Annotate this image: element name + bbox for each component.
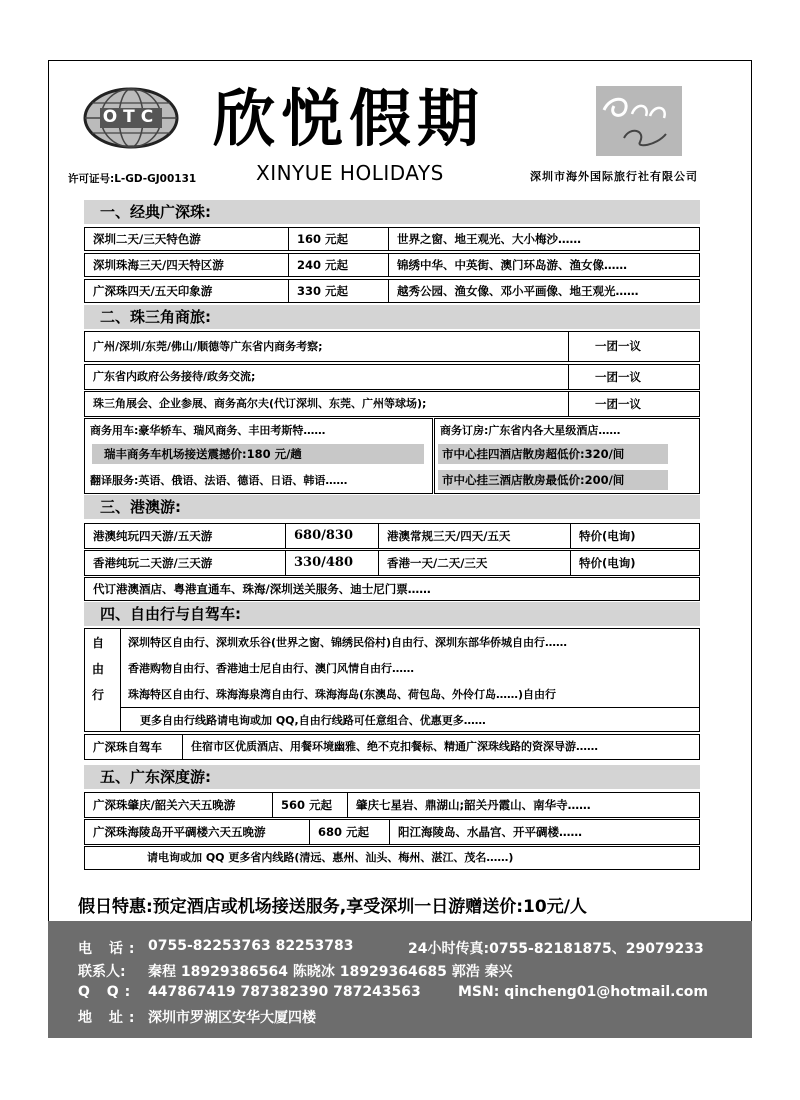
business-car-promo: 瑞丰商务车机场接送震撼价:180 元/趟 bbox=[92, 444, 424, 464]
phone-numbers[interactable]: 0755-82253763 82253783 bbox=[148, 938, 354, 954]
free-travel-line-1: 深圳特区自由行、深圳欢乐谷(世界之窗、锦绣民俗村)自由行、深圳东部华侨城自由行…… bbox=[128, 636, 568, 649]
sec1-row2-price: 240 元起 bbox=[288, 253, 389, 277]
fax-numbers[interactable]: 24小时传真:0755-82181875、29079233 bbox=[408, 941, 704, 957]
company-name: 深圳市海外国际旅行社有限公司 bbox=[530, 170, 698, 183]
sec5-row2-name: 广深珠海陵岛开平碉楼六天五晚游 bbox=[84, 819, 310, 845]
self-drive-text: 住宿市区优质酒店、用餐环境幽雅、绝不克扣餐标、精通广深珠线路的资深导游…… bbox=[182, 734, 700, 760]
msn-address[interactable]: MSN: qincheng01@hotmail.com bbox=[458, 984, 708, 1000]
sec5-row1-price: 560 元起 bbox=[272, 792, 348, 818]
sec5-more: 请电询或加 QQ 更多省内线路(清远、惠州、汕头、梅州、湛江、茂名……) bbox=[84, 846, 700, 870]
sec1-row1-price: 160 元起 bbox=[288, 227, 389, 251]
sec3-extra: 代订港澳酒店、粤港直通车、珠海/深圳送关服务、迪士尼门票…… bbox=[84, 577, 700, 601]
otc-logo-text: OTC bbox=[102, 107, 160, 127]
business-car-text: 商务用车:豪华轿车、瑞风商务、丰田考斯特…… bbox=[90, 424, 326, 437]
sec2-row2-text: 广东省内政府公务接待/政务交流; bbox=[84, 364, 569, 390]
sec3-row2-name: 香港纯玩二天游/三天游 bbox=[84, 550, 286, 576]
free-travel-label-3: 行 bbox=[92, 688, 105, 702]
section-4-title: 四、自由行与自驾车: bbox=[100, 605, 241, 623]
sec3-row1-name: 港澳纯玩四天游/五天游 bbox=[84, 523, 286, 549]
sec1-row1-desc: 世界之窗、地王观光、大小梅沙…… bbox=[388, 227, 700, 251]
free-travel-label-2: 由 bbox=[92, 662, 105, 676]
address: 深圳市罗湖区安华大厦四楼 bbox=[148, 1010, 316, 1026]
sec3-row1-price2: 特价(电询) bbox=[570, 523, 700, 549]
sec2-row3-text: 珠三角展会、企业参展、商务高尔夫(代订深圳、东莞、广州等球场); bbox=[84, 391, 569, 417]
sec1-row2-desc: 锦绣中华、中英街、澳门环岛游、渔女像…… bbox=[388, 253, 700, 277]
section-4-header bbox=[84, 602, 700, 626]
section-1-header bbox=[84, 200, 700, 224]
contact-people: 秦程 18929386564 陈晓冰 18929364685 郭浩 秦兴 bbox=[148, 964, 513, 980]
sec1-row3-name: 广深珠四天/五天印象游 bbox=[84, 279, 289, 303]
address-label: 地 址: bbox=[78, 1010, 141, 1026]
sec2-row1-text: 广州/深圳/东莞/佛山/顺德等广东省内商务考察; bbox=[84, 331, 569, 362]
sec1-row3-desc: 越秀公园、渔女像、邓小平画像、地王观光…… bbox=[388, 279, 700, 303]
sec3-row2-price2: 特价(电询) bbox=[570, 550, 700, 576]
free-travel-label-1: 自 bbox=[92, 636, 105, 650]
swirl-icon bbox=[596, 86, 682, 156]
title-en: XINYUE HOLIDAYS bbox=[256, 161, 444, 185]
free-travel-line-2: 香港购物自由行、香港迪士尼自由行、澳门风情自由行…… bbox=[128, 662, 414, 675]
contact-footer bbox=[48, 921, 752, 1038]
section-5-title: 五、广东深度游: bbox=[100, 768, 211, 786]
sec1-row3-price: 330 元起 bbox=[288, 279, 389, 303]
qq-numbers[interactable]: 447867419 787382390 787243563 bbox=[148, 984, 421, 1000]
sec3-row2-price: 330/480 bbox=[285, 550, 379, 576]
section-5-header bbox=[84, 765, 700, 789]
sec3-row1-name2: 港澳常规三天/四天/五天 bbox=[378, 523, 571, 549]
free-travel-line-3: 珠海特区自由行、珠海海泉湾自由行、珠海海岛(东澳岛、荷包岛、外伶仃岛……)自由行 bbox=[128, 688, 557, 701]
sec5-row2-price: 680 元起 bbox=[309, 819, 390, 845]
self-drive-label: 广深珠自驾车 bbox=[84, 734, 183, 760]
section-1-title: 一、经典广深珠: bbox=[100, 203, 211, 221]
sec2-row2-tag: 一团一议 bbox=[568, 364, 700, 390]
title-cn: 欣悦假期 bbox=[213, 82, 486, 155]
agency-logo bbox=[596, 86, 682, 156]
sec2-row1-tag: 一团一议 bbox=[568, 331, 700, 362]
otc-logo bbox=[82, 86, 180, 150]
sec1-row2-name: 深圳珠海三天/四天特区游 bbox=[84, 253, 289, 277]
section-3-header bbox=[84, 495, 700, 519]
contacts-label: 联系人: bbox=[78, 964, 126, 980]
sec1-row1-name: 深圳二天/三天特色游 bbox=[84, 227, 289, 251]
sec5-row1-name: 广深珠肇庆/韶关六天五晚游 bbox=[84, 792, 273, 818]
phone-label: 电 话: bbox=[78, 941, 141, 957]
hotel-booking-text: 商务订房:广东省内各大星级酒店…… bbox=[440, 424, 621, 437]
sec3-row1-price: 680/830 bbox=[285, 523, 379, 549]
sec5-row1-desc: 肇庆七星岩、鼎湖山;韶关丹霞山、南华寺…… bbox=[347, 792, 700, 818]
hotel-three-star-price: 市中心挂三酒店散房最低价:200/间 bbox=[438, 470, 668, 490]
free-travel-more-divider bbox=[120, 707, 700, 708]
section-2-header bbox=[84, 305, 700, 329]
sec3-row2-name2: 香港一天/二天/三天 bbox=[378, 550, 571, 576]
free-travel-more: 更多自由行线路请电询或加 QQ,自由行线路可任意组合、优惠更多…… bbox=[140, 714, 486, 727]
qq-label: Q Q: bbox=[78, 984, 137, 1000]
license-number: 许可证号:L-GD-GJ00131 bbox=[68, 173, 197, 185]
sec2-row3-tag: 一团一议 bbox=[568, 391, 700, 417]
sec5-row2-desc: 阳江海陵岛、水晶宫、开平碉楼…… bbox=[389, 819, 700, 845]
holiday-promo: 假日特惠:预定酒店或机场接送服务,享受深圳一日游赠送价:10元/人 bbox=[78, 897, 587, 917]
translation-service: 翻译服务:英语、俄语、法语、德语、日语、韩语…… bbox=[90, 474, 348, 487]
free-travel-divider bbox=[120, 628, 121, 732]
section-3-title: 三、港澳游: bbox=[100, 498, 181, 516]
section-2-title: 二、珠三角商旅: bbox=[100, 308, 211, 326]
hotel-four-star-price: 市中心挂四酒店散房超低价:320/间 bbox=[438, 444, 668, 464]
